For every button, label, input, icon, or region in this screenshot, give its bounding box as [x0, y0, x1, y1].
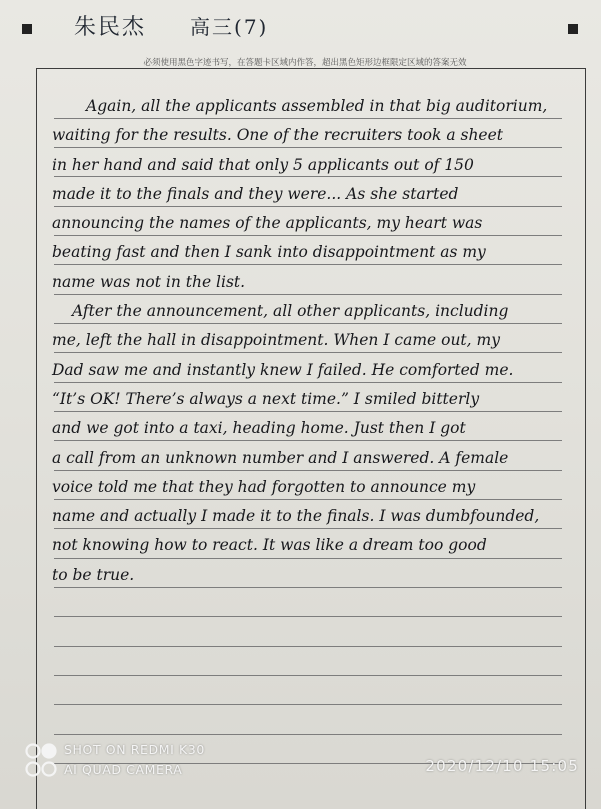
rule-line	[54, 646, 562, 647]
essay-line: made it to the finals and they were... As she started	[52, 184, 459, 203]
essay-line: Again, all the applicants assembled in that big auditorium,	[86, 97, 548, 115]
essay-line: name and actually I made it to the finals. I was dumbfounded,	[52, 507, 540, 526]
class-label: 高三(7)	[190, 15, 269, 39]
essay-line: a call from an unknown number and I answered. A female	[52, 448, 509, 467]
answer-instruction: 必须使用黑色字迹书写，在答题卡区域内作答，超出黑色矩形边框限定区域的答案无效	[143, 58, 467, 68]
camera-model-label: SHOT ON REDMI K30	[64, 742, 205, 757]
rule-line	[54, 704, 562, 705]
alignment-marker-left	[22, 24, 32, 34]
essay-line: me, left the hall in disappointment. When I came out, my	[52, 331, 500, 350]
camera-type-label: AI QUAD CAMERA	[64, 762, 183, 777]
essay-line: in her hand and said that only 5 applicants out of 150	[52, 155, 474, 174]
essay-line: waiting for the results. One of the recruiters took a sheet	[52, 126, 504, 145]
student-header	[74, 10, 268, 41]
essay-line: “It’s OK! There’s always a next time.” I smiled bitterly	[52, 389, 480, 408]
essay-line: not knowing how to react. It was like a dream too good	[52, 536, 487, 555]
essay-line: beating fast and then I sank into disappointment as my	[52, 243, 486, 262]
essay-line: announcing the names of the applicants, my heart was	[52, 214, 483, 233]
rule-line	[54, 616, 562, 617]
alignment-marker-right	[568, 24, 578, 34]
essay-line: and we got into a taxi, heading home. Just then I got	[52, 419, 466, 438]
student-name: 朱民杰	[74, 15, 147, 40]
essay-line: Dad saw me and instantly knew I failed. He comforted me.	[52, 360, 514, 379]
rule-line	[54, 734, 562, 735]
photo-timestamp: 2020/12/10 15:05	[425, 757, 579, 775]
camera-lens-icon	[24, 742, 58, 778]
handwritten-essay	[52, 92, 572, 590]
essay-line: name was not in the list.	[52, 272, 246, 291]
essay-line: to be true.	[52, 565, 135, 584]
rule-line	[54, 675, 562, 676]
essay-line: After the announcement, all other applicants, including	[72, 302, 509, 321]
essay-line: voice told me that they had forgotten to announce my	[52, 477, 476, 496]
